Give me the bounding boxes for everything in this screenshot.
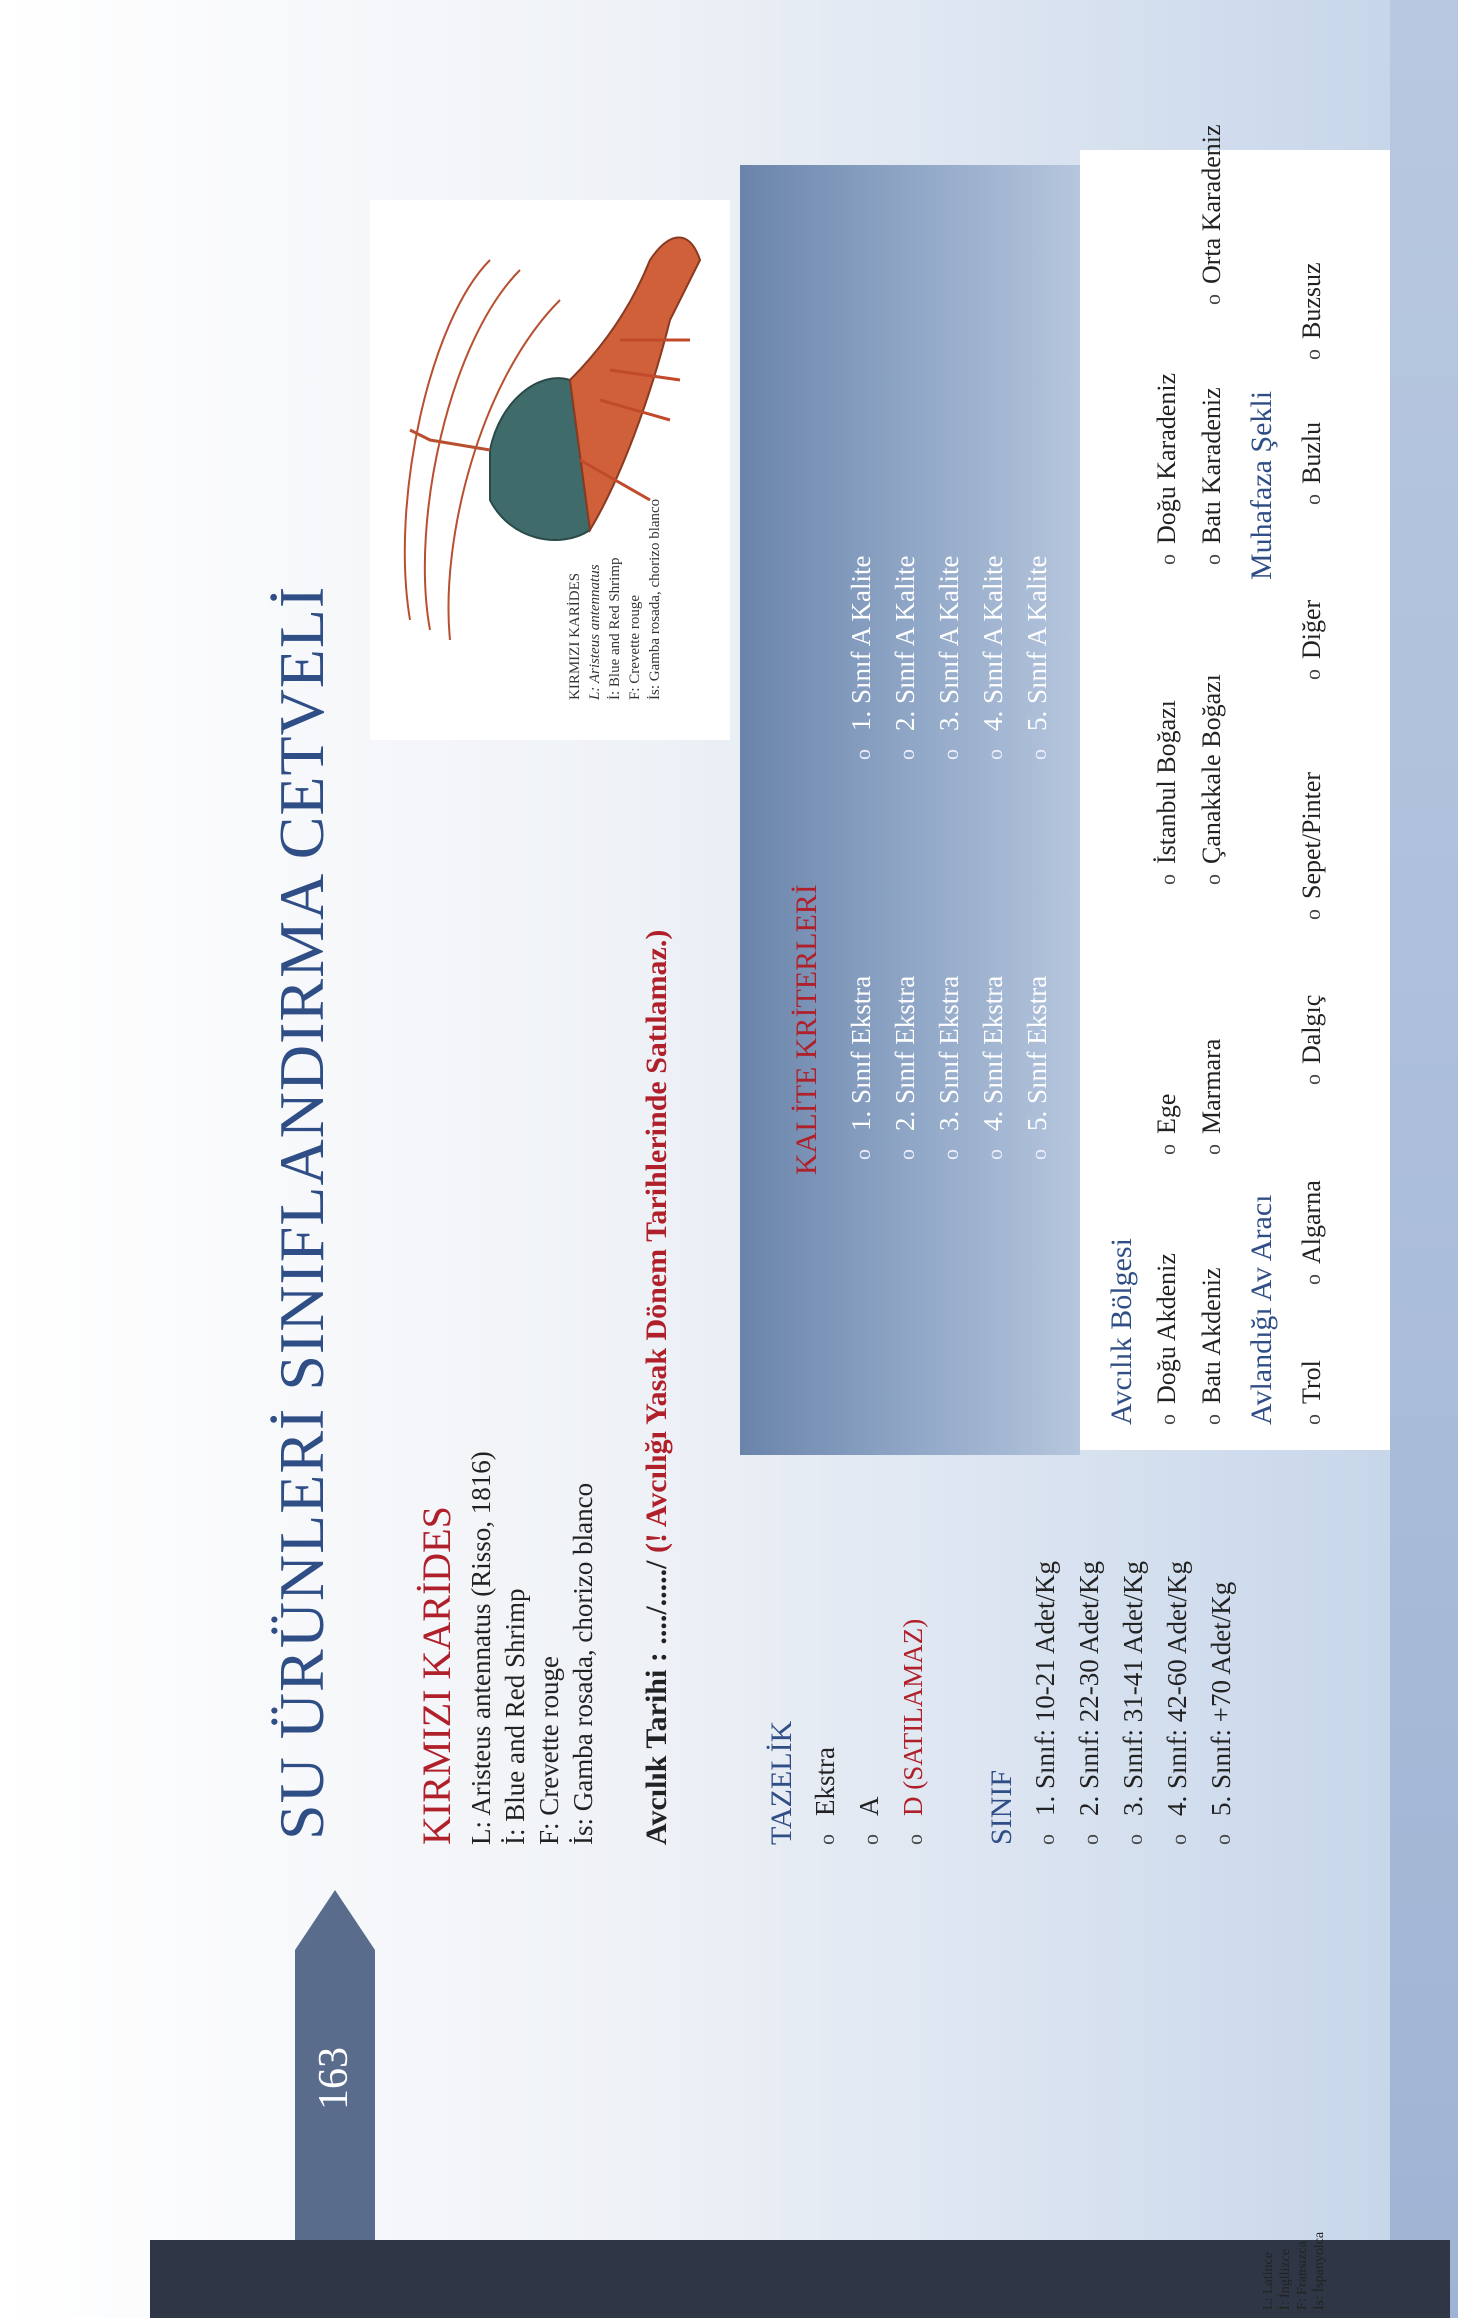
radio-circle-icon[interactable]: o [938, 749, 963, 760]
class-option[interactable]: o4. Sınıf: 42-60 Adet/Kg [1162, 1561, 1192, 1845]
radio-circle-icon[interactable]: o [1300, 1274, 1325, 1285]
class-option[interactable]: o3. Sınıf: 31-41 Adet/Kg [1118, 1561, 1148, 1845]
region-heading: Avcılık Bölgesi [1105, 1238, 1138, 1425]
hunting-date-label: Avcılık Tarihi : ..../...../ [640, 1560, 673, 1845]
quality-option[interactable]: o5. Sınıf Ekstra [1022, 975, 1052, 1160]
region-option[interactable]: oDoğu Karadeniz [1152, 372, 1181, 565]
preservation-heading: Muhafaza Şekli [1245, 390, 1278, 580]
right-edge-band [1390, 0, 1458, 2318]
region-option[interactable]: oBatı Akdeniz [1197, 1267, 1226, 1425]
quality-option[interactable]: o4. Sınıf A Kalite [978, 555, 1008, 760]
radio-circle-icon[interactable]: o [902, 1834, 927, 1845]
quality-option[interactable]: o4. Sınıf Ekstra [978, 975, 1008, 1160]
radio-circle-icon[interactable]: o [814, 1834, 839, 1845]
quality-option[interactable]: o1. Sınıf A Kalite [846, 555, 876, 760]
freshness-option[interactable]: oD (SATILAMAZ) [898, 1618, 928, 1845]
legend: L: Latince İ: İngilizce F: Fransızca İs: İspanyolca [1261, 2231, 1327, 2310]
region-option[interactable]: oEge [1152, 1093, 1181, 1155]
preservation-option[interactable]: oBuzsuz [1297, 262, 1326, 360]
radio-circle-icon[interactable]: o [1026, 1149, 1051, 1160]
freshness-option[interactable]: oEkstra [810, 1747, 840, 1845]
gear-option[interactable]: oAlgarna [1297, 1180, 1326, 1285]
radio-circle-icon[interactable]: o [1166, 1834, 1191, 1845]
class-heading: SINIF [985, 1769, 1018, 1845]
quality-option[interactable]: o3. Sınıf Ekstra [934, 975, 964, 1160]
quality-option[interactable]: o5. Sınıf A Kalite [1022, 555, 1052, 760]
quality-option[interactable]: o3. Sınıf A Kalite [934, 555, 964, 760]
freshness-option[interactable]: oA [854, 1796, 884, 1845]
radio-circle-icon[interactable]: o [1200, 294, 1225, 305]
species-name: KIRMIZI KARİDES [414, 1506, 459, 1845]
class-option[interactable]: o2. Sınıf: 22-30 Adet/Kg [1074, 1561, 1104, 1845]
radio-circle-icon[interactable]: o [1200, 554, 1225, 565]
radio-circle-icon[interactable]: o [982, 1149, 1007, 1160]
region-option[interactable]: oMarmara [1197, 1038, 1226, 1155]
gear-option[interactable]: oDiğer [1297, 599, 1326, 680]
radio-circle-icon[interactable]: o [1210, 1834, 1235, 1845]
gear-and-preservation-row [1290, 262, 1335, 1425]
species-spanish: İs: Gamba rosada, chorizo blanco [568, 1482, 598, 1845]
radio-circle-icon[interactable]: o [938, 1149, 963, 1160]
class-option[interactable]: o5. Sınıf: +70 Adet/Kg [1206, 1581, 1236, 1845]
bottom-band [150, 2240, 1450, 2318]
hunting-date [640, 930, 674, 1845]
species-latin: L: Aristeus antennatus (Risso, 1816) [466, 1451, 496, 1845]
radio-circle-icon[interactable]: o [1300, 494, 1325, 505]
quality-option[interactable]: o2. Sınıf A Kalite [890, 555, 920, 760]
quality-a-list [840, 360, 1060, 760]
radio-circle-icon[interactable]: o [1026, 749, 1051, 760]
radio-circle-icon[interactable]: o [1300, 909, 1325, 920]
region-option[interactable]: oİstanbul Boğazı [1152, 700, 1181, 885]
freshness-heading: TAZELİK [765, 1720, 798, 1845]
radio-circle-icon[interactable]: o [1155, 1414, 1180, 1425]
gear-option[interactable]: oSepet/Pinter [1297, 771, 1326, 920]
radio-circle-icon[interactable]: o [894, 1149, 919, 1160]
radio-circle-icon[interactable]: o [1300, 669, 1325, 680]
radio-circle-icon[interactable]: o [1155, 874, 1180, 885]
radio-circle-icon[interactable]: o [1122, 1834, 1147, 1845]
species-french: F: Crevette rouge [534, 1656, 564, 1845]
gear-heading: Avlandığı Av Aracı [1245, 1194, 1278, 1425]
region-row-1 [1145, 373, 1190, 1425]
radio-circle-icon[interactable]: o [850, 749, 875, 760]
radio-circle-icon[interactable]: o [982, 749, 1007, 760]
page-number: 163 [311, 2047, 357, 2110]
quality-option[interactable]: o2. Sınıf Ekstra [890, 975, 920, 1160]
radio-circle-icon[interactable]: o [1155, 554, 1180, 565]
radio-circle-icon[interactable]: o [1200, 1144, 1225, 1155]
radio-circle-icon[interactable]: o [1078, 1834, 1103, 1845]
gear-option[interactable]: oDalgıç [1297, 994, 1326, 1085]
illustration-caption: KIRMIZI KARİDES L: Aristeus antennatus İ: Blue and Red Shrimp F: Crevette rouge İs: Gamba rosada, chorizo blanco [567, 498, 663, 700]
preservation-option[interactable]: oBuzlu [1297, 421, 1326, 505]
shrimp-icon [370, 200, 730, 740]
quality-option[interactable]: o1. Sınıf Ekstra [846, 975, 876, 1160]
region-option[interactable]: oDoğu Akdeniz [1152, 1253, 1181, 1425]
class-option[interactable]: o1. Sınıf: 10-21 Adet/Kg [1030, 1561, 1060, 1845]
page-number-tab-tip [295, 1890, 375, 1950]
radio-circle-icon[interactable]: o [1155, 1144, 1180, 1155]
radio-circle-icon[interactable]: o [1200, 874, 1225, 885]
region-option[interactable]: oOrta Karadeniz [1197, 124, 1226, 305]
page-title: SU ÜRÜNLERİ SINIFLANDIRMA CETVELİ [266, 585, 337, 1840]
quality-heading: KALİTE KRİTERLERİ [790, 884, 823, 1175]
radio-circle-icon[interactable]: o [894, 749, 919, 760]
species-english: İ: Blue and Red Shrimp [500, 1588, 530, 1845]
radio-circle-icon[interactable]: o [1300, 1414, 1325, 1425]
radio-circle-icon[interactable]: o [1034, 1834, 1059, 1845]
species-info [410, 1045, 600, 1845]
region-option[interactable]: oBatı Karadeniz [1197, 387, 1226, 565]
radio-circle-icon[interactable]: o [1200, 1414, 1225, 1425]
shrimp-illustration [370, 200, 730, 740]
radio-circle-icon[interactable]: o [1300, 1074, 1325, 1085]
freshness-section [760, 1445, 936, 1845]
radio-circle-icon[interactable]: o [850, 1149, 875, 1160]
region-row-2 [1190, 124, 1235, 1425]
hunting-date-warning: (! Avcılığı Yasak Dönem Tarihlerinde Satılamaz.) [640, 929, 673, 1553]
gear-option[interactable]: oTrol [1297, 1360, 1326, 1425]
radio-circle-icon[interactable]: o [858, 1834, 883, 1845]
radio-circle-icon[interactable]: o [1300, 349, 1325, 360]
region-option[interactable]: oÇanakkale Boğazı [1197, 674, 1226, 885]
